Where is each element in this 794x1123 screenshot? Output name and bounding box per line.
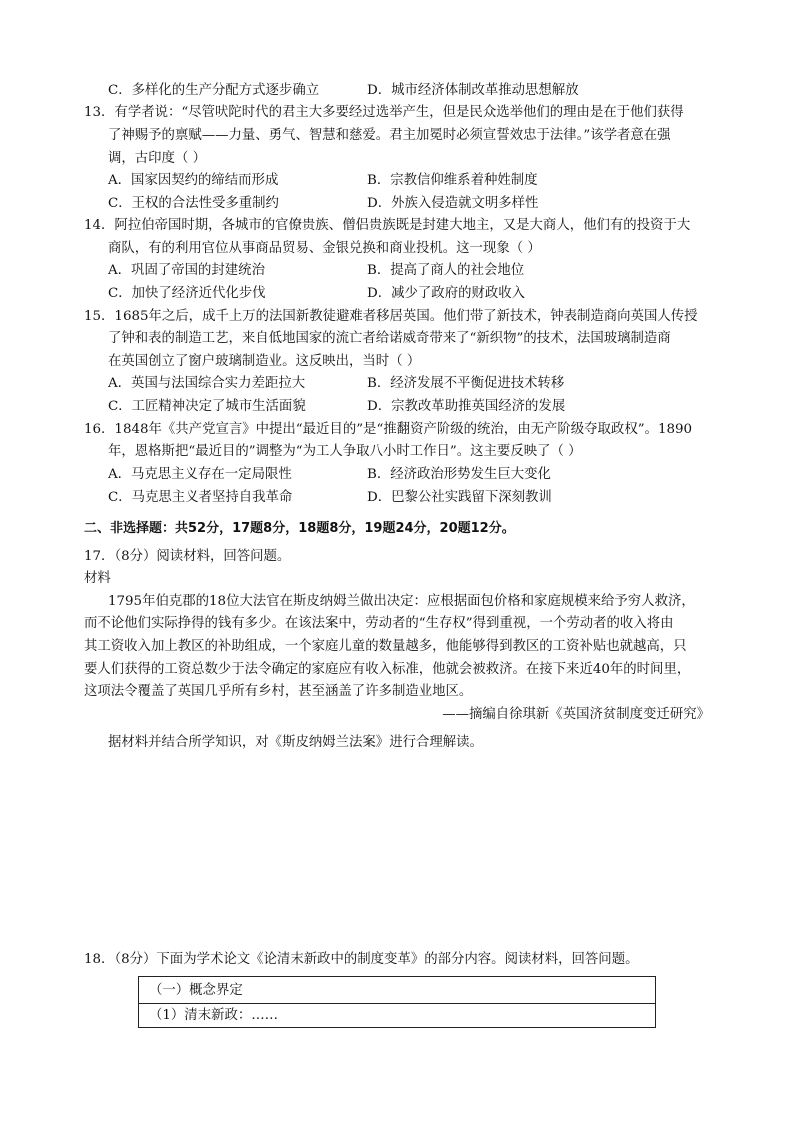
- q17-material-line5: 这项法令覆盖了英国几乎所有乡村，甚至涵盖了许多制造业地区。: [84, 684, 473, 699]
- q13-stem-line2: 了神赐予的禀赋——力量、勇气、智慧和慈爱。君主加冕时必须宣誓效忠于法律。”该学者意在强: [108, 128, 671, 143]
- q12-option-d: D．城市经济体制改革推动思想解放: [367, 83, 579, 98]
- q17-material-label: 材料: [84, 571, 111, 586]
- q17-material-line3: 其工资收入加上教区的补助组成，一个家庭儿童的数量越多，他能够得到教区的工资补贴也就越高，只: [84, 639, 687, 654]
- q15-stem-line1: 15．1685年之后，成千上万的法国新教徒避难者移居英国。他们带了新技术，钟表制造商向英国人传授: [84, 309, 698, 324]
- q15-option-a: A．英国与法国综合实力差距拉大: [108, 376, 306, 391]
- section2-heading: 二、非选择题：共52分，17题8分，18题8分，19题24分，20题12分。: [84, 521, 515, 536]
- q15-option-b: B．经济发展不平衡促进技术转移: [367, 376, 565, 391]
- q14-stem-line1: 14．阿拉伯帝国时期，各城市的官僚贵族、僧侣贵族既是封建大地主，又是大商人，他们有的投资于大: [84, 218, 691, 233]
- q17-source: ——摘编自徐琪新《英国济贫制度变迁研究》: [442, 707, 710, 722]
- q14-option-b: B．提高了商人的社会地位: [367, 263, 525, 278]
- q17-title: 17．（8分）阅读材料，回答问题。: [84, 549, 291, 564]
- q14-option-d: D．减少了政府的财政收入: [367, 286, 526, 301]
- q18-box-row1: （一）概念界定: [149, 983, 243, 998]
- q15-option-d: D．宗教改革助推英国经济的发展: [367, 399, 566, 414]
- q17-material-line1: 1795年伯克郡的18位大法官在斯皮纳姆兰做出决定：应根据面包价格和家庭规模来给予穷人救济，: [108, 594, 695, 609]
- q17-task: 据材料并结合所学知识，对《斯皮纳姆兰法案》进行合理解读。: [108, 735, 483, 750]
- q16-option-c: C．马克思主义者坚持自我革命: [108, 490, 293, 505]
- q17-material-line2: 而不论他们实际挣得的钱有多少。在该法案中，劳动者的“生存权”得到重视，一个劳动者的收入将由: [84, 616, 674, 631]
- q16-option-d: D．巴黎公社实践留下深刻教训: [367, 490, 552, 505]
- q18-box-row2: （1）清末新政：……: [149, 1008, 279, 1023]
- q13-stem-line3: 调，古印度（ ）: [108, 151, 206, 166]
- q13-option-a: A．国家因契约的缔结而形成: [108, 173, 279, 188]
- q14-option-c: C．加快了经济近代化步伐: [108, 286, 266, 301]
- q17-material-line4: 要人们获得的工资总数少于法令确定的家庭应有收入标准，他就会被救济。在接下来近40年的时间里，: [84, 662, 691, 677]
- q12-option-c: C．多样化的生产分配方式逐步确立: [108, 83, 320, 98]
- q14-option-a: A．巩固了帝国的封建统治: [108, 263, 265, 278]
- q14-stem-line2: 商队，有的利用官位从事商品贸易、金银兑换和商业投机。这一现象（ ）: [108, 241, 541, 256]
- q13-option-b: B．宗教信仰维系着种姓制度: [367, 173, 538, 188]
- q18-outline-box: [138, 976, 656, 1028]
- q13-stem-line1: 13．有学者说：“尽管吠陀时代的君主大多要经过选举产生，但是民众选举他们的理由是在于他们获得: [84, 105, 684, 120]
- q18-title: 18．（8分）下面为学术论文《论清末新政中的制度变革》的部分内容。阅读材料，回答问题。: [84, 952, 639, 967]
- q15-stem-line3: 在英国创立了窗户玻璃制造业。这反映出，当时（ ）: [108, 354, 421, 369]
- q13-option-c: C．王权的合法性受多重制约: [108, 196, 279, 211]
- q16-stem-line1: 16．1848年《共产党宣言》中提出“最近目的”是“推翻资产阶级的统治，由无产阶级夺取政权”。1890: [84, 422, 693, 437]
- q15-option-c: C．工匠精神决定了城市生活面貌: [108, 399, 306, 414]
- q16-option-b: B．经济政治形势发生巨大变化: [367, 467, 551, 482]
- q15-stem-line2: 了钟和表的制造工艺，来自低地国家的流亡者给诺威奇带来了“新织物”的技术，法国玻璃制造商: [108, 331, 671, 346]
- q13-option-d: D．外族入侵造就文明多样性: [367, 196, 539, 211]
- q16-option-a: A．马克思主义存在一定局限性: [108, 467, 292, 482]
- q16-stem-line2: 年，恩格斯把“最近目的”调整为“为工人争取八小时工作日”。这主要反映了（ ）: [108, 444, 582, 459]
